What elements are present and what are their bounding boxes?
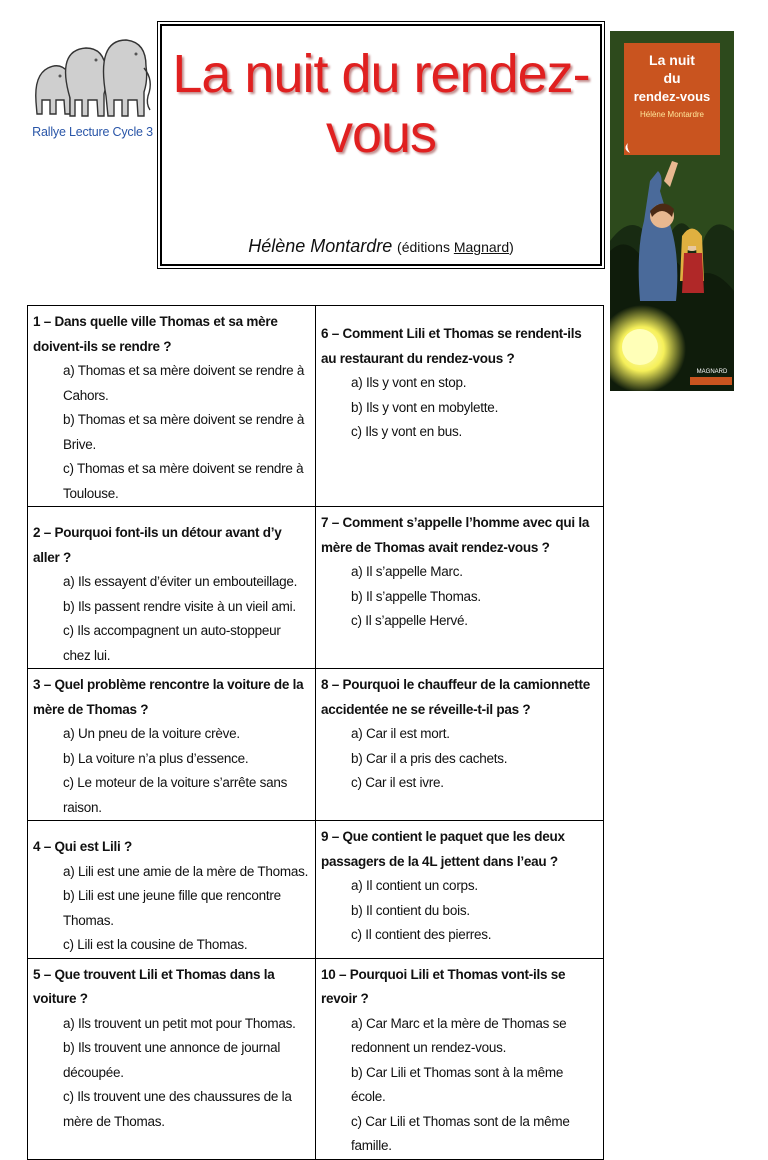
answer-option: c) Ils trouvent une des chaussures de la mère de Thomas. <box>63 1089 292 1129</box>
answer-option: a) Car Marc et la mère de Thomas se redonnent un rendez-vous. <box>351 1015 567 1055</box>
editor-prefix: (éditions <box>397 239 454 255</box>
question-text: 8 – Pourquoi le chauffeur de la camionnette accidentée ne se réveille-t-il pas ? <box>321 677 591 717</box>
answer-option: c) Le moteur de la voiture s’arrête sans raison. <box>63 775 288 815</box>
table-row <box>28 306 604 507</box>
question-text: 7 – Comment s’appelle l’homme avec qui la mère de Thomas avait rendez-vous ? <box>321 515 590 555</box>
answer-option: c) Thomas et sa mère doivent se rendre à Toulouse. <box>63 461 304 501</box>
publisher-link[interactable]: Magnard <box>453 239 510 255</box>
answer-option: c) Car il est ivre. <box>351 775 444 790</box>
title-box <box>160 24 602 266</box>
answer-option: a) Thomas et sa mère doivent se rendre à Cahors. <box>63 363 305 403</box>
answer-option: c) Ils accompagnent un auto-stoppeur chez lui. <box>63 623 281 663</box>
cover-publisher: MAGNARD <box>696 369 728 375</box>
answer-option: c) Il contient des pierres. <box>351 927 492 942</box>
page-title: La nuit du rendez-vous <box>172 44 590 164</box>
answer-option: a) Ils trouvent un petit mot pour Thomas. <box>63 1015 296 1031</box>
table-row <box>28 507 604 669</box>
editor-suffix: ) <box>509 239 514 255</box>
author-line <box>162 236 600 257</box>
question-text: 6 – Comment Lili et Thomas se rendent-ils au restaurant du rendez-vous ? <box>321 326 582 366</box>
question-cell <box>316 669 604 821</box>
answer-option: a) Car il est mort. <box>351 726 450 741</box>
question-text: 1 – Dans quelle ville Thomas et sa mère doivent-ils se rendre ? <box>33 314 278 354</box>
cover-author: Hélène Montardre <box>639 110 705 119</box>
question-cell <box>316 821 604 959</box>
question-text: 4 – Qui est Lili ? <box>33 839 133 854</box>
cover-title-line-2: du <box>663 70 681 86</box>
quiz-table <box>27 305 604 1160</box>
cover-title-line-3: rendez-vous <box>633 89 711 104</box>
answer-option: c) Car Lili et Thomas sont de la même famille. <box>351 1113 570 1153</box>
question-cell <box>28 306 316 507</box>
answer-option: a) Ils y vont en stop. <box>351 375 467 390</box>
question-cell <box>28 669 316 821</box>
answer-option: a) Ils essayent d’éviter un embouteillage. <box>63 574 298 589</box>
answer-option: b) Lili est une jeune fille que rencontre Thomas. <box>63 888 281 928</box>
answer-option: b) Ils y vont en mobylette. <box>351 399 499 415</box>
author-name: Hélène Montardre <box>248 236 393 256</box>
answer-option: c) Il s’appelle Hervé. <box>351 613 468 628</box>
answer-option: a) Il contient un corps. <box>351 878 478 893</box>
question-cell <box>28 821 316 959</box>
question-cell <box>316 306 604 507</box>
question-text: 5 – Que trouvent Lili et Thomas dans la voiture ? <box>33 966 275 1006</box>
question-cell <box>316 507 604 669</box>
book-cover <box>610 31 734 391</box>
question-text: 9 – Que contient le paquet que les deux passagers de la 4L jettent dans l’eau ? <box>321 829 565 869</box>
book-cover-illustration <box>610 31 734 391</box>
answer-option: a) Un pneu de la voiture crève. <box>63 726 240 741</box>
answer-option: a) Lili est une amie de la mère de Thomas. <box>63 863 309 879</box>
answer-option: b) Ils passent rendre visite à un vieil ami. <box>63 598 296 614</box>
answer-option: b) Car Lili et Thomas sont à la même école. <box>351 1064 564 1104</box>
answer-option: b) Thomas et sa mère doivent se rendre à Brive. <box>63 412 305 452</box>
cover-title-line-1: La nuit <box>649 52 695 68</box>
table-row <box>28 958 604 1159</box>
answer-option: b) Il s’appelle Thomas. <box>351 588 481 604</box>
question-cell <box>28 958 316 1159</box>
answer-option: b) Car il a pris des cachets. <box>351 750 508 766</box>
question-text: 3 – Quel problème rencontre la voiture de la mère de Thomas ? <box>33 677 304 717</box>
answer-option: c) Lili est la cousine de Thomas. <box>63 937 248 952</box>
elephant-icon <box>30 30 155 125</box>
table-row <box>28 821 604 959</box>
question-text: 10 – Pourquoi Lili et Thomas vont-ils se revoir ? <box>321 966 566 1006</box>
answer-option: b) La voiture n’a plus d’essence. <box>63 750 249 766</box>
answer-option: b) Il contient du bois. <box>351 902 470 918</box>
question-cell <box>28 507 316 669</box>
answer-option: a) Il s’appelle Marc. <box>351 564 463 579</box>
answer-option: b) Ils trouvent une annonce de journal découpée. <box>63 1040 281 1080</box>
logo-caption: Rallye Lecture Cycle 3 <box>32 125 153 139</box>
answer-option: c) Ils y vont en bus. <box>351 424 463 439</box>
question-cell <box>316 958 604 1159</box>
question-text: 2 – Pourquoi font-ils un détour avant d’y aller ? <box>33 525 282 565</box>
table-row <box>28 669 604 821</box>
